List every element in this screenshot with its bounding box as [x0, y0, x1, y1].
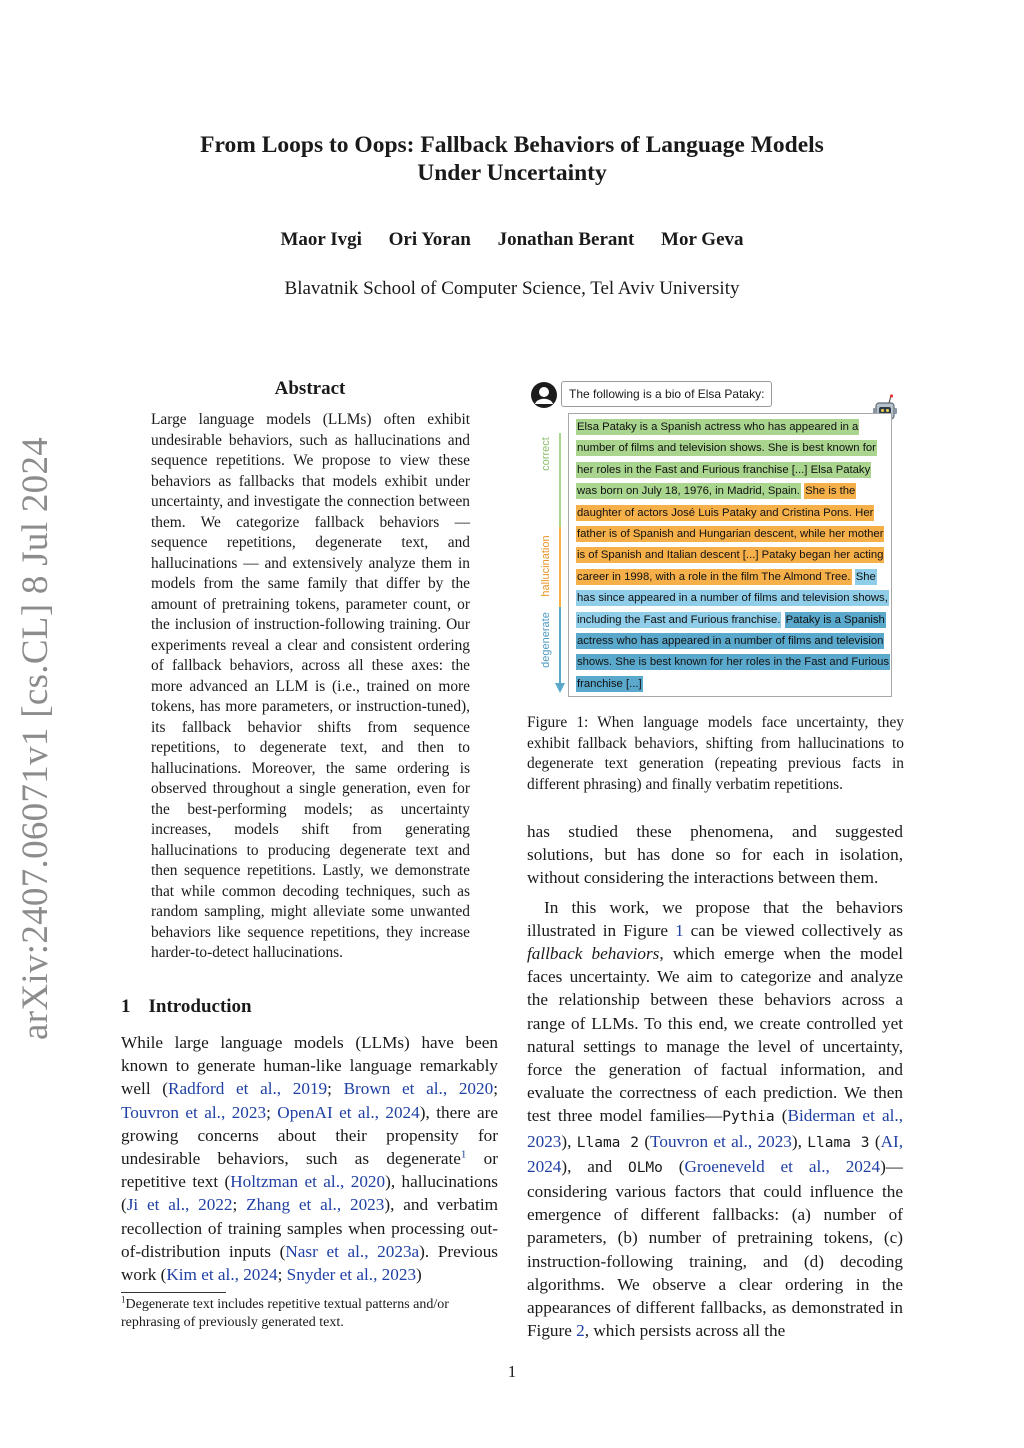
citation-link[interactable]: Touvron et al., 2023: [121, 1102, 267, 1122]
citation-link[interactable]: AI, 2024: [527, 1131, 904, 1176]
intro-left-column: [121, 1031, 498, 1286]
author-name: Maor Ivgi: [280, 229, 362, 250]
hallucination-axis-label: hallucination: [540, 535, 552, 597]
abstract-text: Large language models (LLMs) often exhibit undesirable behaviors, such as hallucinations and sequence repetitions. We propose to view these behaviors as fallbacks that models exhibit under uncertainty, and investigate the connection between them. We categorize fallback behaviors — sequence repetitions, degenerate text, and hallucinations — and extensively analyze them in models from the same family that differ by the amount of pretraining tokens, parameter count, or the inclusion of instruction-following training. Our experiments reveal a clear and consistent ordering of fallback behaviors, across all these axes: the more advanced an LLM is (i.e., trained on more tokens, has more parameters, or instruction-tuned), its fallback behavior shifts from sequence repetitions, to degenerate text, and then to hallucinations. Moreover, the same ordering is observed throughout a single generation, even for the best-performing models; as uncertainty increases, models shift from generating hallucinations to producing degenerate text and then sequence repetitions. Lastly, we demonstrate that while common decoding techniques, such as random sampling, might alleviate some unwanted behaviors like sequence repetitions, they increase harder-to-detect hallucinations.: [151, 411, 470, 961]
footnote-text: Degenerate text includes repetitive textual patterns and/or rephrasing of previously generated text.: [121, 1297, 449, 1330]
figure-1: [529, 376, 899, 698]
section-heading: [121, 996, 252, 1018]
model-response-text: [576, 417, 892, 695]
degenerate-segment: She has since appeared in a number of films and television shows, including the Fast and Furious franchise.: [577, 570, 888, 626]
title-line-2: Under Uncertainty: [417, 160, 607, 186]
citation-link[interactable]: Holtzman et al., 2020: [230, 1172, 386, 1192]
citation-link[interactable]: Kim et al., 2024: [166, 1265, 278, 1285]
author-name: Jonathan Berant: [497, 229, 635, 250]
footnote: [121, 1296, 499, 1332]
citation-link[interactable]: Ji et al., 2022: [126, 1195, 233, 1215]
citation-link[interactable]: OpenAI et al., 2024: [277, 1102, 420, 1122]
paper-title: [0, 131, 1024, 187]
intro-right-column: [527, 820, 903, 1342]
affiliation: Blavatnik School of Computer Science, Tel Aviv University: [284, 278, 740, 299]
repetition-segment: Pataky is a Spanish actress who has appeared in a number of films and television shows. She is best known for her roles in the Fast and Furious franchise [...]: [577, 613, 890, 690]
citation-link[interactable]: Biderman et al., 2023: [527, 1106, 903, 1151]
intro-paragraph: has studied these phenomena, and suggested solutions, but has done so for each in isolation, without considering the interactions between them.: [527, 822, 903, 888]
section-number: 1: [121, 996, 131, 1017]
title-line-1: From Loops to Oops: Fallback Behaviors of Language Models: [200, 132, 824, 158]
footnote-divider: [121, 1292, 226, 1293]
model-name: OLMo: [627, 1159, 663, 1176]
intro-paragraph: In this work, we propose that the behaviors illustrated in Figure 1 can be viewed collectively as fallback behaviors, which emerge when the model faces uncertainty. We aim to categorize and analyze the relationship between these behaviors across a range of LLMs. To this end, we create controlled yet natural settings to manage the level of uncertainty, force the generation of factual information, and evaluate the correctness of each prediction. We then test three model families—Pythia (Biderman et al., 2023), Llama 2 (Touvron et al., 2023), Llama 3 (AI, 2024), and OLMo (Groeneveld et al., 2024)—considering various factors that could influence the emergence of different fallbacks: (a) number of parameters, (b) number of pretraining tokens, (c) instruction-following training, and (d) decoding algorithms. We observe a clear ordering in the appearances of different fallbacks, as demonstrated in Figure 2, which persists across all the: [527, 897, 904, 1341]
citation-link[interactable]: Zhang et al., 2023: [246, 1195, 385, 1215]
figure-ref-link[interactable]: 2: [576, 1321, 585, 1341]
citation-link[interactable]: Groeneveld et al., 2024: [684, 1156, 881, 1176]
arxiv-identifier: arXiv:2407.06071v1 [cs.CL] 8 Jul 2024: [15, 436, 56, 1040]
model-name: Llama 2: [576, 1134, 639, 1151]
citation-link[interactable]: Nasr et al., 2023a: [285, 1241, 420, 1261]
user-avatar-icon: [531, 382, 557, 408]
correct-axis-label: correct: [540, 437, 552, 471]
footnote-mark: 1: [121, 1294, 126, 1305]
page-number: 1: [507, 1362, 517, 1381]
prompt-bubble: The following is a bio of Elsa Pataky:: [561, 381, 772, 407]
citation-link[interactable]: Touvron et al., 2023: [650, 1131, 792, 1151]
citation-link[interactable]: Snyder et al., 2023: [286, 1265, 417, 1285]
author-name: Mor Geva: [661, 229, 744, 250]
figure-1-caption: Figure 1: When language models face uncertainty, they exhibit fallback behaviors, shifting from hallucinations to degenerate text generation (repeating previous facts in different phrasing) and finally verbatim repetitions.: [527, 714, 904, 793]
degenerate-axis-label: degenerate: [540, 612, 552, 668]
abstract-heading: Abstract: [274, 378, 346, 399]
hallucination-segment: She is the daughter of actors José Luis Pataky and Cristina Pons. Her father is of Spanish and Hungarian descent, while her mother is of Spanish and Italian descent [...] Pataky began her acting career in 1998, with a role in the film The Almond Tree.: [577, 485, 884, 583]
model-name: Pythia: [722, 1109, 775, 1126]
uncertainty-axis-arrow: [529, 431, 575, 696]
figure-ref-link[interactable]: 1: [675, 920, 684, 940]
citation-link[interactable]: Radford et al., 2019: [168, 1079, 328, 1099]
footnote-link[interactable]: 1: [460, 1148, 467, 1161]
author-list: [0, 229, 1024, 251]
correct-segment: Elsa Pataky is a Spanish actress who has appeared in a number of films and television shows. She is best known for her roles in the Fast and Furious franchise [...] Elsa Pataky was born on July 18, 1976, in Madrid, Spain.: [577, 421, 876, 498]
model-name: Llama 3: [807, 1134, 870, 1151]
author-name: Ori Yoran: [388, 229, 471, 250]
section-title: Introduction: [148, 996, 252, 1017]
citation-link[interactable]: Brown et al., 2020: [343, 1079, 494, 1099]
emphasis-term: fallback behaviors: [527, 944, 660, 964]
intro-paragraph: While large language models (LLMs) have been known to generate human-like language remarkably well (Radford et al., 2019; Brown et al., 2020; Touvron et al., 2023; OpenAI et al., 2024), there are growing concerns about their propensity for undesirable behaviors, such as degenerate$^1$ or repetitive text (Holtzman et al., 2020), hallucinations (Ji et al., 2022; Zhang et al., 2023), and verbatim recollection of training samples when processing out-of-distribution inputs (Nasr et al., 2023a). Previous work (Kim et al., 2024; Snyder et al., 2023): [121, 1033, 498, 1285]
